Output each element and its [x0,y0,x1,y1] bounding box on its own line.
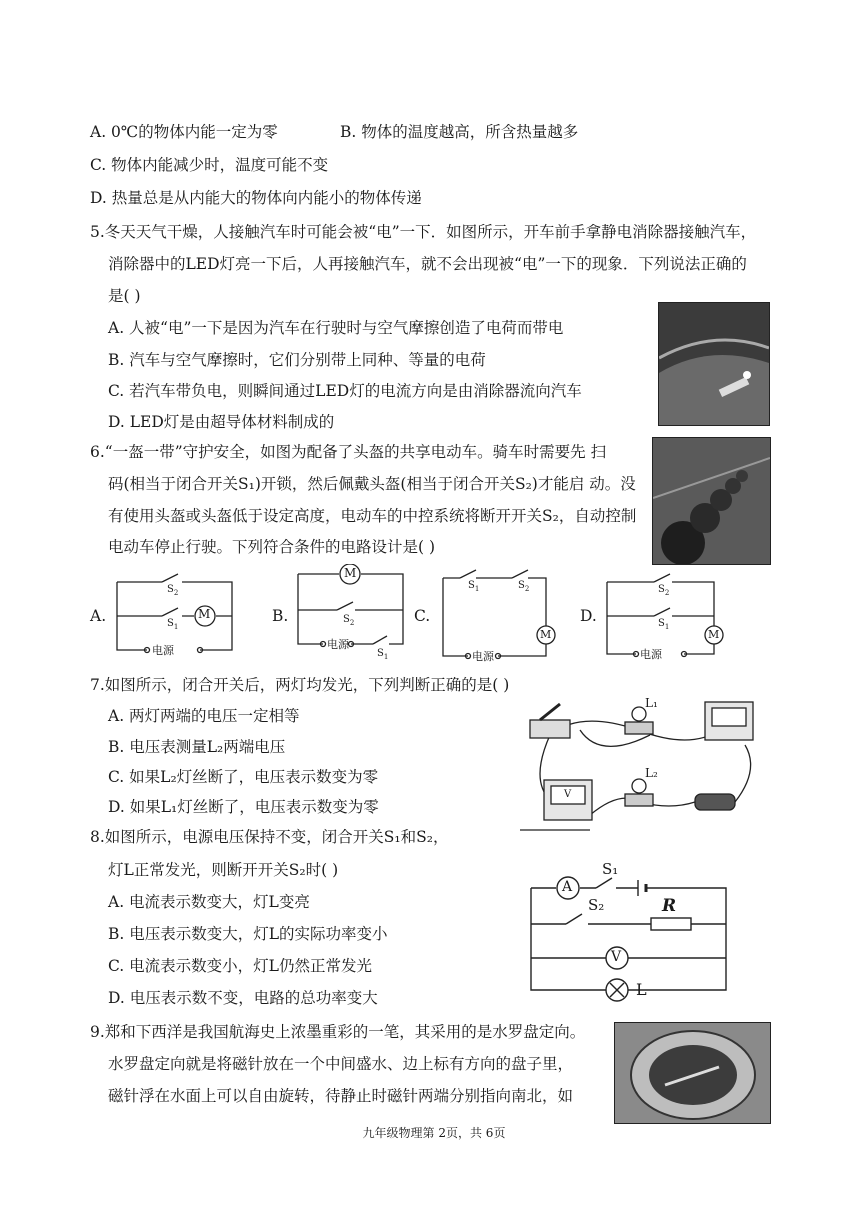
q8-option-c: C. 电流表示数变小，灯L仍然正常发光 [108,957,372,975]
lamp-label: L [636,980,647,999]
switch-s2-label: $S_2$ [167,584,179,597]
switch-s1-label: $S_1$ [658,618,670,631]
circuit-d-diagram [602,572,726,664]
q5-stem-line1: 5.冬天天气干燥，人接触汽车时可能会被“电”一下．如图所示，开车前手拿静电消除器接触汽车， [90,223,757,241]
switch-s2-label: $S_2$ [343,614,355,627]
switch-s1-label: $S_1$ [468,580,480,593]
q5-stem-line2: 消除器中的LED灯亮一下后，人再接触汽车，就不会出现被“电”一下的现象．下列说法正确的 [108,255,747,273]
power-source-label: 电源 [152,644,174,657]
q7-stem: 7.如图所示，闭合开关后，两灯均发光，下列判断正确的是( ) [90,676,510,694]
switch-s1-label: $S_1$ [377,648,389,661]
q7-option-b: B. 电压表测量L₂两端电压 [108,738,286,756]
circuit-a-label: A. [90,607,107,625]
q8-circuit-diagram [526,858,738,1008]
q8-stem-line2: 灯L正常发光，则断开开关S₂时( ) [108,861,339,879]
motor-label: M [198,607,211,621]
lamp-l1-label: L₁ [645,696,658,710]
q9-stem-line2: 水罗盘定向就是将磁针放在一个中间盛水、边上标有方向的盘子里， [108,1055,574,1073]
voltmeter-mark: V [564,789,572,800]
power-source-label: 电源 [327,638,349,651]
q9-stem-line3: 磁针浮在水面上可以自由旋转，待静止时磁针两端分别指向南北，如 [108,1087,574,1105]
q8-option-b: B. 电压表示数变大，灯L的实际功率变小 [108,925,388,943]
circuit-c-diagram [438,566,558,666]
switch-s2-label: $S_2$ [658,584,670,597]
circuit-b-label: B. [272,607,289,625]
q9-stem-line1: 9.郑和下西洋是我国航海史上浓墨重彩的一笔，其采用的是水罗盘定向。 [90,1023,586,1041]
voltmeter-label: V [611,949,622,965]
q5-option-d: D. LED灯是由超导体材料制成的 [108,413,335,431]
power-source-label: 电源 [640,648,662,661]
switch-s2-label: $S_2$ [518,580,530,593]
ammeter-label: A [562,879,573,895]
switch-s1-label: $S_1$ [167,618,179,631]
q5-option-b: B. 汽车与空气摩擦时，它们分别带上同种、等量的电荷 [108,351,486,369]
q7-real-circuit-figure [520,690,770,840]
switch-s2-label: S₂ [588,896,605,914]
resistor-label: R [662,896,677,916]
motor-label: M [708,628,720,641]
circuit-b-diagram [293,564,409,664]
q4-option-c: C. 物体内能减少时，温度可能不变 [90,156,329,174]
q4-option-a: A. 0℃的物体内能一定为零 [90,123,278,141]
q5-option-a: A. 人被“电”一下是因为汽车在行驶时与空气摩擦创造了电荷而带电 [108,319,564,337]
q6-stem-line3: 有使用头盔或头盔低于设定高度，电动车的中控系统将断开开关S₂，自动控制 [108,507,637,525]
q8-option-a: A. 电流表示数变大，灯L变亮 [108,893,310,911]
q4-option-b: B. 物体的温度越高，所含热量越多 [340,123,579,141]
car-static-eliminator-photo [658,302,770,426]
q6-stem-line4: 电动车停止行驶。下列符合条件的电路设计是( ) [108,538,436,556]
q4-option-d: D. 热量总是从内能大的物体向内能小的物体传递 [90,189,422,207]
shared-bike-helmets-photo [652,437,771,565]
circuit-a-diagram [112,572,242,664]
water-compass-photo [614,1022,771,1124]
switch-s1-label: S₁ [602,860,619,878]
q8-option-d: D. 电压表示数不变，电路的总功率变大 [108,989,378,1007]
q7-option-c: C. 如果L₂灯丝断了，电压表示数变为零 [108,768,379,786]
q8-stem-line1: 8.如图所示，电源电压保持不变，闭合开关S₁和S₂， [90,828,449,846]
lamp-l2-label: L₂ [645,766,658,780]
q6-stem-line2: 码(相当于闭合开关S₁)开锁，然后佩戴头盔(相当于闭合开关S₂)才能启 动。没 [108,475,636,493]
q5-stem-line3: 是( ) [108,287,141,305]
q6-stem-line1: 6.“一盔一带”守护安全，如图为配备了头盔的共享电动车。骑车时需要先 扫 [90,443,607,461]
motor-label: M [344,566,357,580]
q7-option-d: D. 如果L₁灯丝断了，电压表示数变为零 [108,798,379,816]
circuit-c-label: C. [414,607,431,625]
q5-option-c: C. 若汽车带负电，则瞬间通过LED灯的电流方向是由消除器流向汽车 [108,382,582,400]
power-source-label: 电源 [472,650,494,663]
page-footer: 九年级物理第 2页，共 6页 [362,1126,506,1140]
circuit-d-label: D. [580,607,597,625]
q7-option-a: A. 两灯两端的电压一定相等 [108,707,300,725]
motor-label: M [540,628,552,641]
